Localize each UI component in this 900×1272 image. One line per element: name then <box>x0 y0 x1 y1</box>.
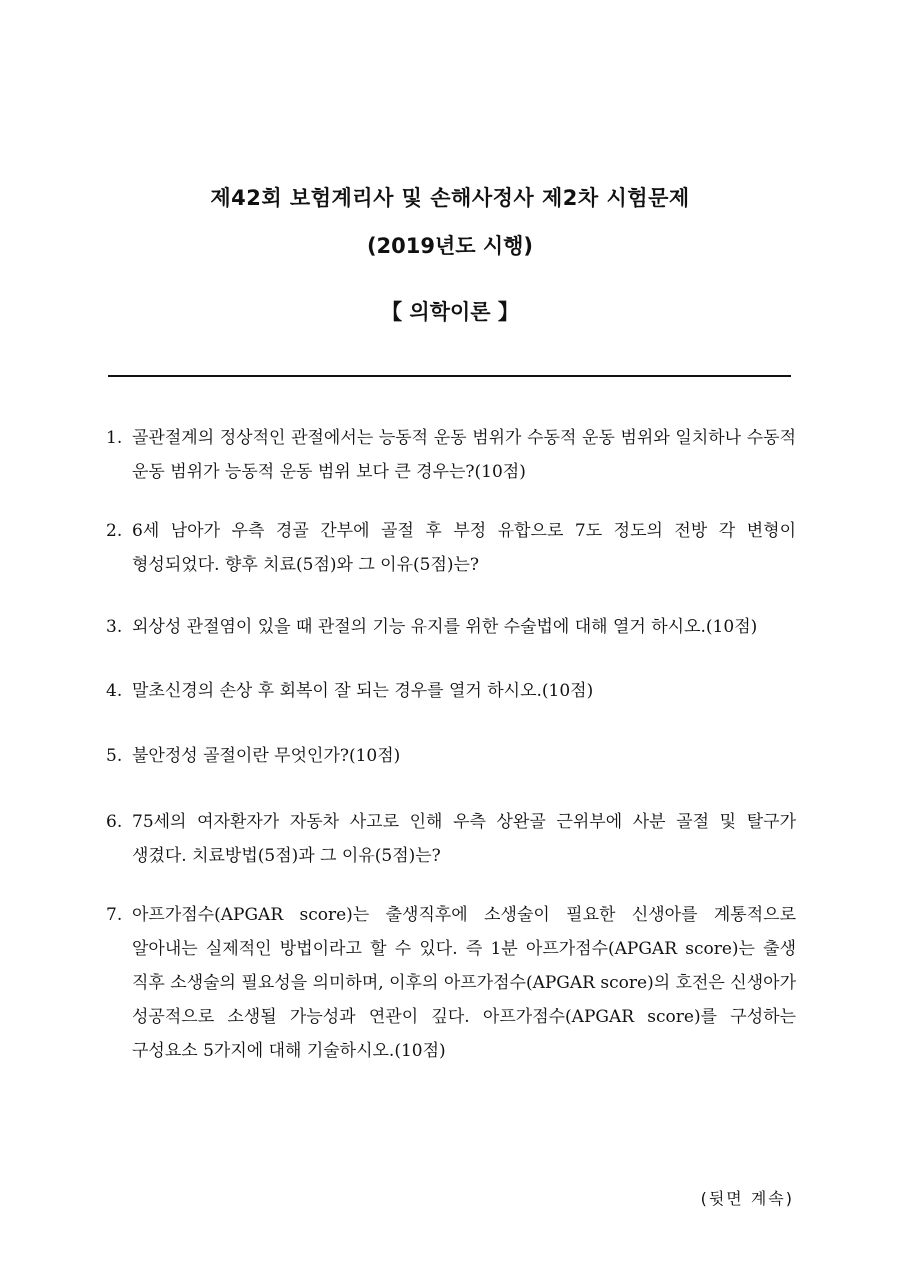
question-text: 불안정성 골절이란 무엇인가?(10점) <box>132 746 401 766</box>
question-text: 외상성 관절염이 있을 때 관절의 기능 유지를 위한 수술법에 대해 열거 하시오.(10점) <box>132 617 758 637</box>
exam-year: (2019년도 시행) <box>366 234 534 258</box>
question-5 <box>106 739 796 773</box>
question-number: 6. <box>106 812 123 832</box>
question-1 <box>106 421 796 489</box>
question-number: 4. <box>106 681 123 701</box>
question-number: 3. <box>106 617 123 637</box>
subject-heading: 【 의학이론 】 <box>381 300 519 324</box>
question-7 <box>106 898 796 1068</box>
question-text: 아프가점수(APGAR score)는 출생직후에 소생술이 필요한 신생아를 계통적으로 알아내는 실제적인 방법이라고 할 수 있다. 즉 1분 아프가점수(APGAR score)는 출생 직후 소생술의 필요성을 의미하며, 이후의 아프가점수(APGAR score)의 호전은 신생아가 성공적으로 소생될 가능성과 연관이 깊다. 아프가점수(APGAR score)를 구성하는 구성요소 5가지에 대해 기술하시오.(10점) <box>132 905 796 1061</box>
question-6 <box>106 805 796 873</box>
question-number: 1. <box>106 428 123 448</box>
question-text: 6세 남아가 우측 경골 간부에 골절 후 부정 유합으로 7도 정도의 전방 각 변형이 형성되었다. 향후 치료(5점)와 그 이유(5점)는? <box>132 521 796 575</box>
question-number: 2. <box>106 521 123 541</box>
divider-line <box>108 375 791 377</box>
question-2 <box>106 514 796 582</box>
question-3 <box>106 610 796 644</box>
question-text: 말초신경의 손상 후 회복이 잘 되는 경우를 열거 하시오.(10점) <box>132 681 594 701</box>
question-number: 7. <box>106 905 123 925</box>
question-number: 5. <box>106 746 123 766</box>
question-4 <box>106 674 796 708</box>
question-text: 75세의 여자환자가 자동차 사고로 인해 우측 상완골 근위부에 사분 골절 및 탈구가 생겼다. 치료방법(5점)과 그 이유(5점)는? <box>132 812 796 866</box>
exam-title: 제42회 보험계리사 및 손해사정사 제2차 시험문제 <box>210 186 690 210</box>
continued-note: (뒷면 계속) <box>700 1189 794 1208</box>
question-text: 골관절계의 정상적인 관절에서는 능동적 운동 범위가 수동적 운동 범위와 일치하나 수동적 운동 범위가 능동적 운동 범위 보다 큰 경우는?(10점) <box>132 428 796 482</box>
